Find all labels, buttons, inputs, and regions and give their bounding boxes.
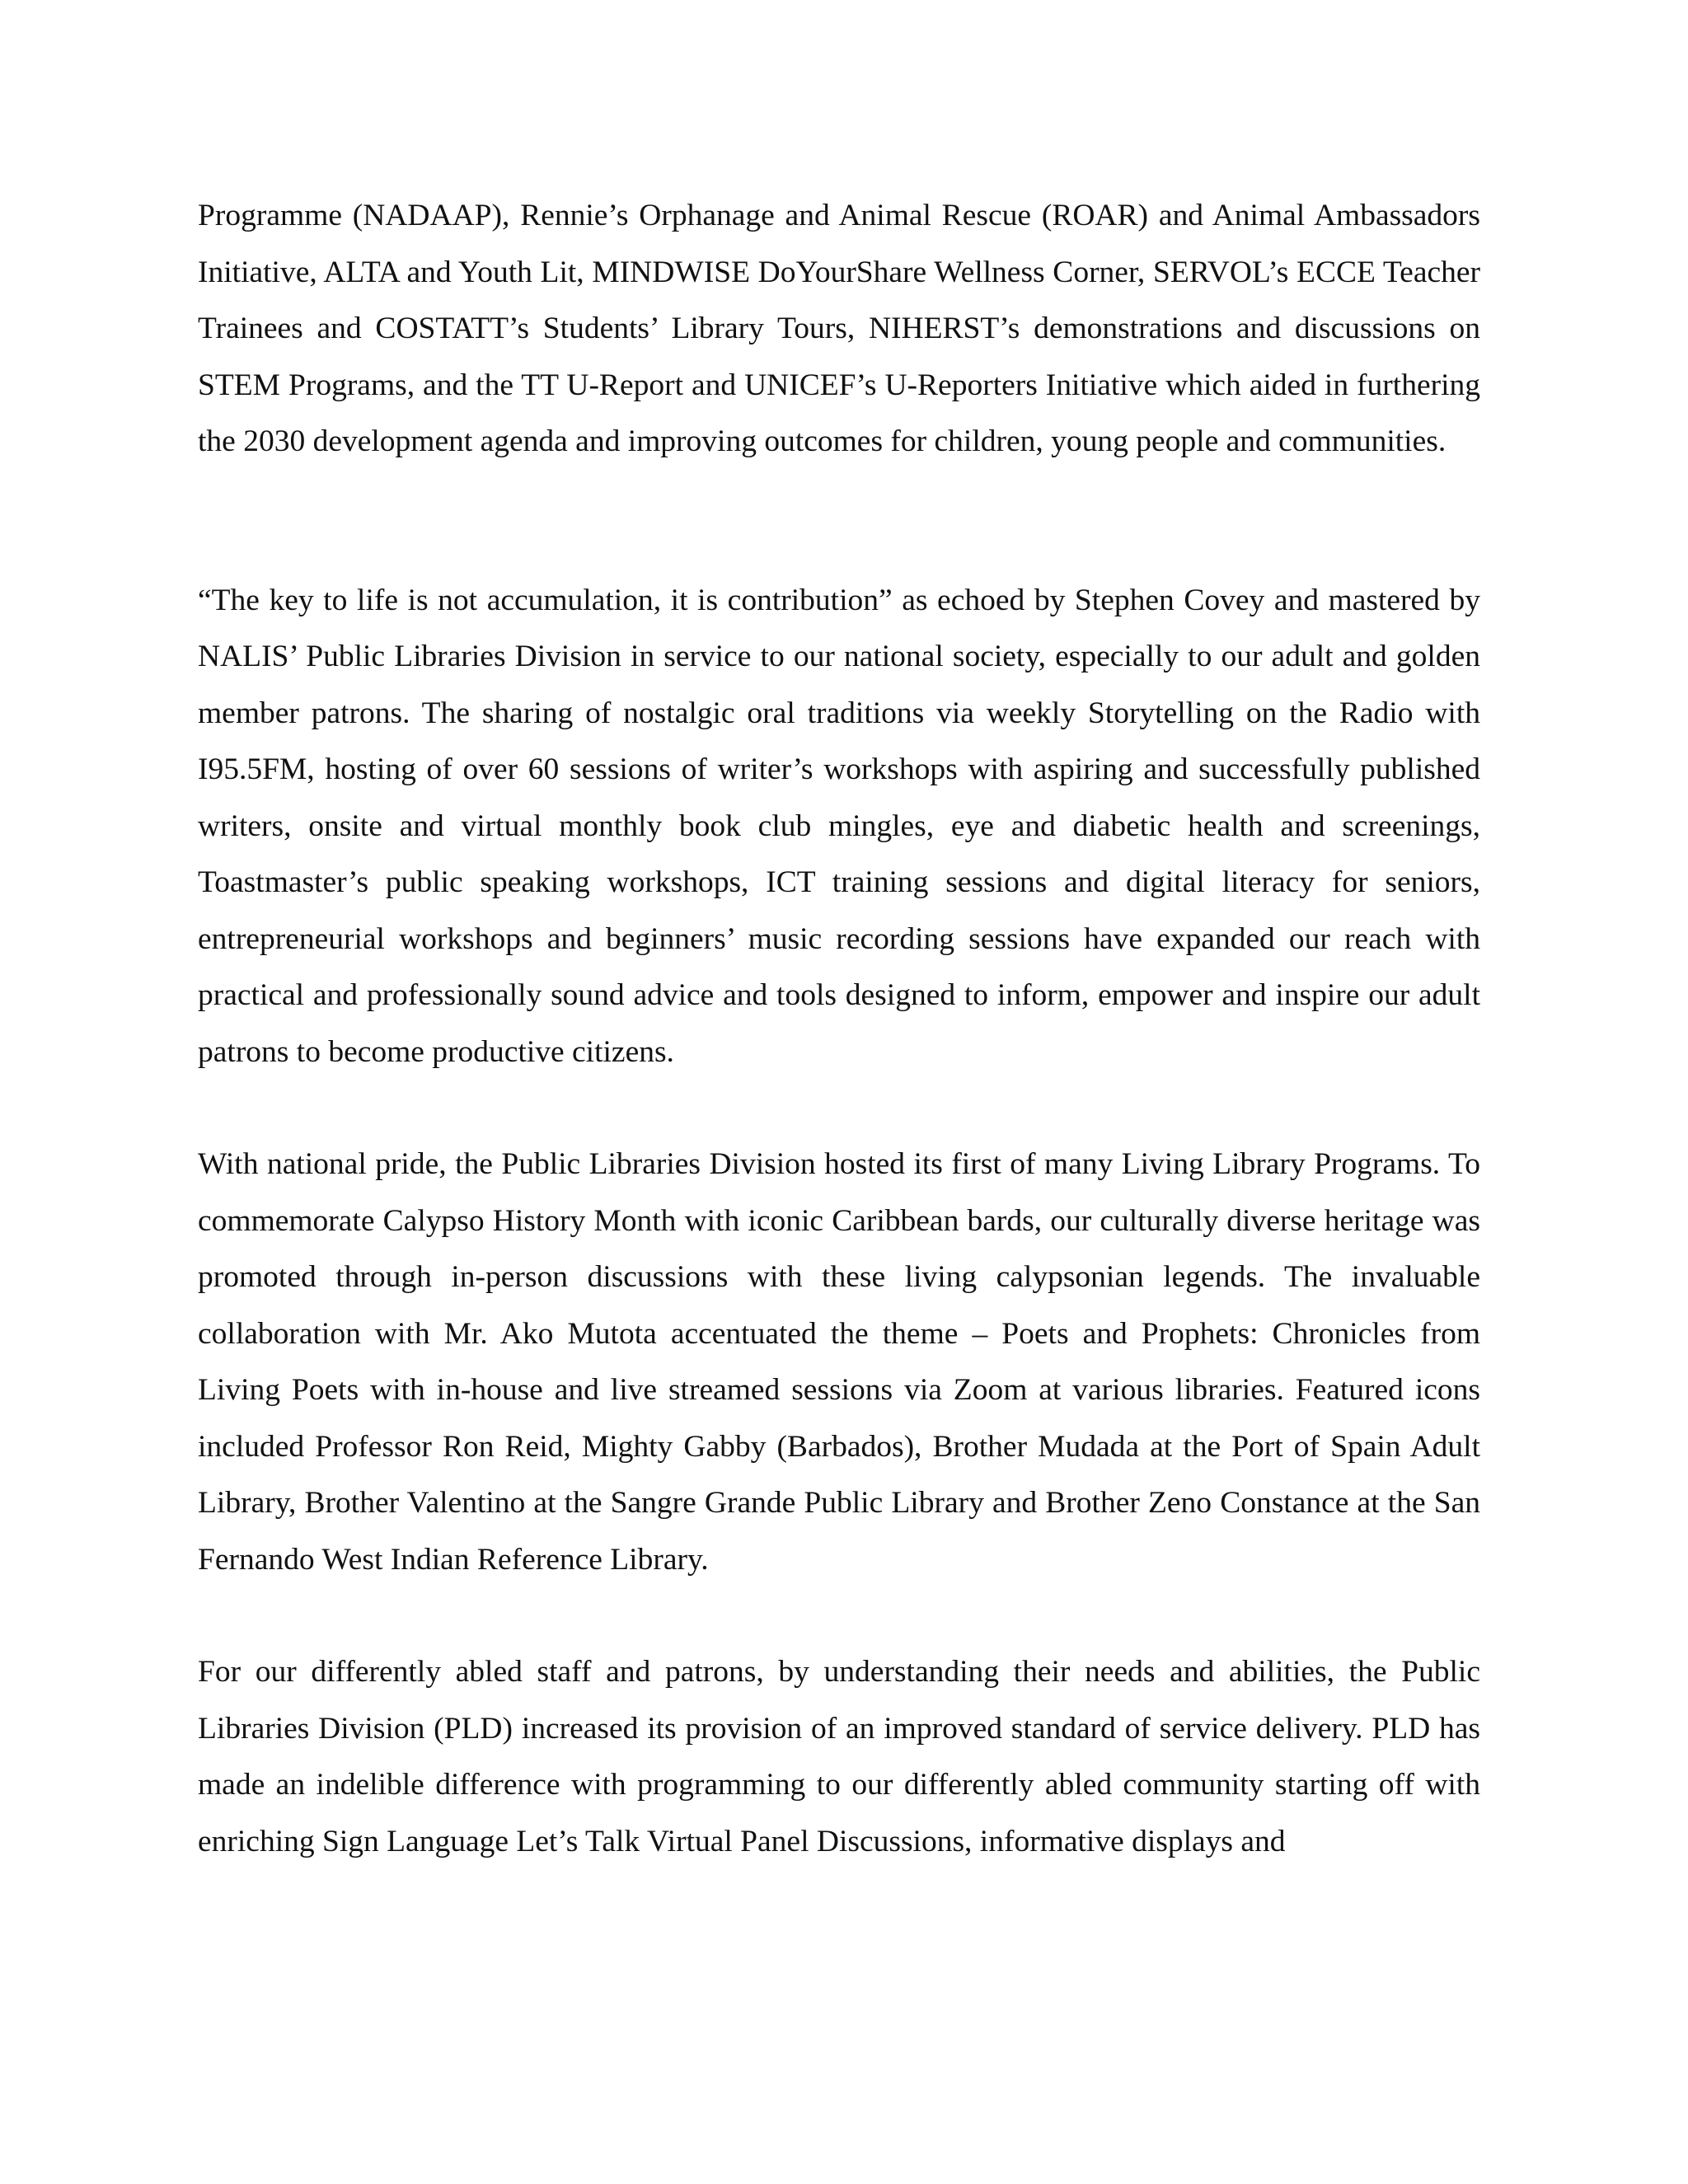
document-body — [198, 188, 1480, 1870]
paragraph-spacer — [198, 1588, 1480, 1644]
paragraph-differently-abled: For our differently abled staff and patrons, by understanding their needs and abilities, the Public Libraries Division (PLD) increased its provision of an improved standard of service delivery. PLD has made an indelible difference with programming to our differently abled community starting off with enriching Sign Language Let’s Talk Virtual Panel Discussions, informative displays and — [198, 1655, 1480, 1858]
paragraph-adult-services: “The key to life is not accumulation, it is contribution” as echoed by Stephen Covey and mastered by NALIS’ Public Libraries Division in service to our national society, especially to our adult and golden member patrons. The sharing of nostalgic oral traditions via weekly Storytelling on the Radio with I95.5FM, hosting of over 60 sessions of writer’s workshops with aspiring and successfully published writers, onsite and virtual monthly book club mingles, eye and diabetic health and screenings, Toastmaster’s public speaking workshops, ICT training sessions and digital literacy for seniors, entrepreneurial workshops and beginners’ music recording sessions have expanded our reach with practical and professionally sound advice and tools designed to inform, empower and inspire our adult patrons to become productive citizens. — [198, 583, 1480, 1069]
paragraph-spacer — [198, 471, 1480, 573]
paragraph-continuation: Programme (NADAAP), Rennie’s Orphanage and Animal Rescue (ROAR) and Animal Ambassadors Initiative, ALTA and Youth Lit, MINDWISE DoYourShare Wellness Corner, SERVOL’s ECCE Teacher Trainees and COSTATT’s Students’ Library Tours, NIHERST’s demonstrations and discussions on STEM Programs, and the TT U-Report and UNICEF’s U-Reporters Initiative which aided in furthering the 2030 development agenda and improving outcomes for children, young people and communities. — [198, 199, 1480, 458]
paragraph-spacer — [198, 1080, 1480, 1137]
paragraph-living-library: With national pride, the Public Libraries Division hosted its first of many Living Library Programs. To commemorate Calypso History Month with iconic Caribbean bards, our culturally diverse heritage was promoted through in-person discussions with these living calypsonian legends. The invaluable collaboration with Mr. Ako Mutota accentuated the theme – Poets and Prophets: Chronicles from Living Poets with in-house and live streamed sessions via Zoom at various libraries. Featured icons included Professor Ron Reid, Mighty Gabby (Barbados), Brother Mudada at the Port of Spain Adult Library, Brother Valentino at the Sangre Grande Public Library and Brother Zeno Constance at the San Fernando West Indian Reference Library. — [198, 1147, 1480, 1577]
